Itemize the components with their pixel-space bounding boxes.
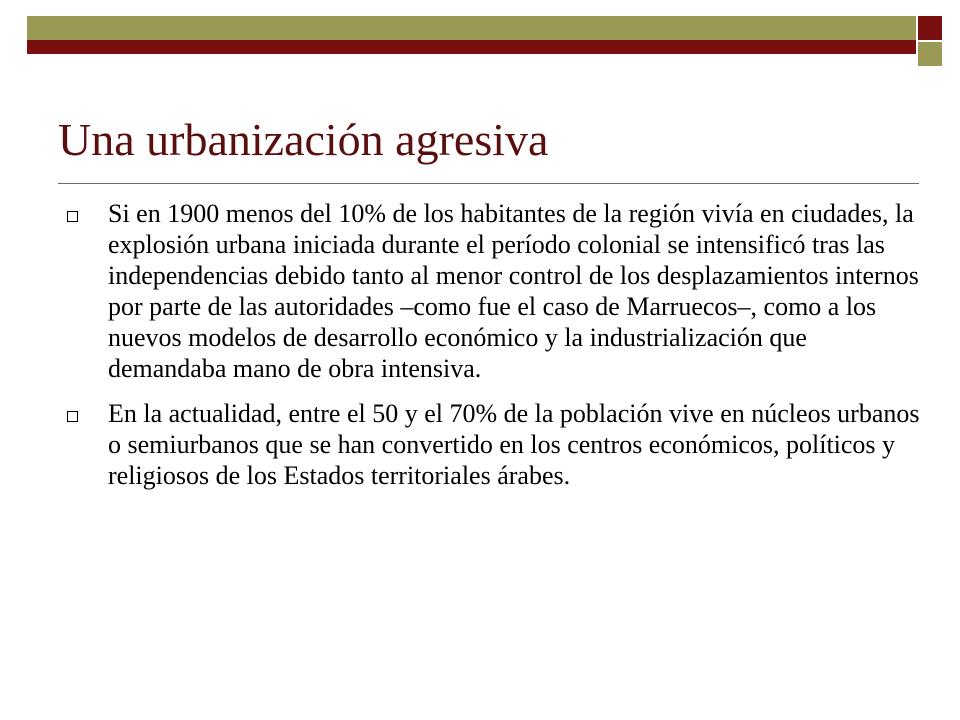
title-divider [58,183,919,184]
slide-title: Una urbanización agresiva [58,114,549,165]
hollow-square-icon [67,411,78,422]
corner-square-olive [918,42,942,66]
corner-square-maroon [918,16,942,40]
bullet-list [60,198,920,505]
bullet-text: Si en 1900 menos del 10% de los habitantes de la región vivía en ciudades, la explosión urbana iniciada durante el período colonial se intensificó tras las independencias debido tanto al menor control de los desplazamientos internos por parte de las autoridades –como fue el caso de Marruecos–, como a los nuevos modelos de desarrollo económico y la industrialización que demandaba mano de obra intensiva. [108,199,919,383]
header-bar-maroon [27,40,916,54]
header-bar-olive [27,16,916,40]
bullet-item [60,198,920,384]
hollow-square-icon [67,211,78,222]
bullet-item [60,398,920,491]
bullet-text: En la actualidad, entre el 50 y el 70% de la población vive en núcleos urbanos o semiurbanos que se han convertido en los centros económicos, políticos y religiosos de los Estados territoriales árabes. [108,399,920,490]
